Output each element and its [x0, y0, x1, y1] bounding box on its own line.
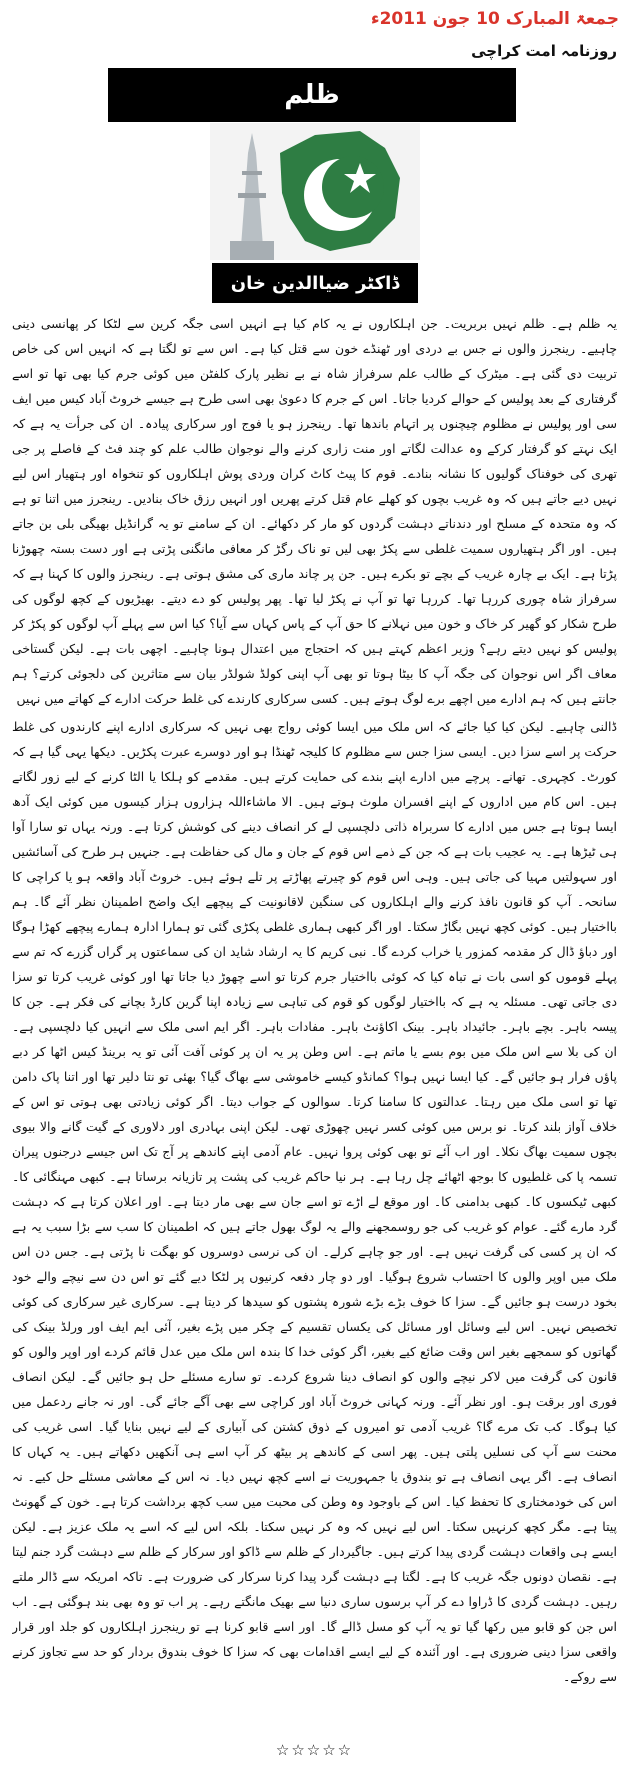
article-paragraph-2: ڈالنی چاہیے۔ لیکن کیا کیا جائے کہ اس ملک میں ایسا کوئی رواج بھی نہیں کہ سرکاری ادارے اپنے کارندوں کی غلط حرکت پر اسے سزا دیں۔ ایسی سزا جس سے مظلوم کا کلیجہ ٹھنڈا ہو اور دوسرے عبرت پکڑیں۔ دیکھا یہی گیا ہے کہ کورٹ۔ کچہری۔ تھانے۔ پرچے میں ادارے اپنے بندے کی حمایت کرتے ہیں۔ مقدمے کو ہلکا یا الٹا کرنے کے لیے زور لگاتے ہیں۔ اس کام میں اداروں کے اپنے افسران ملوث ہوتے ہیں۔ الا ماشاءاللہ ہزاروں ہزار کیسوں میں کوئی ایک آدھ ایسا ہوتا ہے جس میں ادارے کا سربراہ ذاتی دلچسپی لے کر انصاف دینے کی کوشش کرتا ہے۔ ورنہ یہاں تو سارا آوا ہی ٹیڑھا ہے۔ یہ عجیب بات ہے کہ جن کے ذمے اس قوم کے جان و مال کی حفاظت ہے۔ جنہیں ہر طرح کی آسائشیں اور سہولتیں مہیا کی جاتی ہیں۔ وہی اس قوم کو چیرتے پھاڑتے پر تلے ہوئے ہیں۔ خروٹ آباد واقعہ ہو یا کراچی کا سانحہ۔ آپ کو قانون نافذ کرنے والے اہلکاروں کی سنگین لاقانونیت کے پیچھے ایک واضح اطمینان نظر آئے گا۔ ہم بااختیار ہیں۔ کوئی کچھ نہیں بگاڑ سکتا۔ اور اگر کبھی ہماری غلطی پکڑی گئی تو ہمارا ادارہ ہمارے پیچھے کھڑا ہوگا اور دباؤ ڈال کر مقدمہ کمزور یا خراب کردے گا۔ نبی کریم کا یہ ارشاد شاید ان کی سماعتوں پر گراں گزرے کہ تم سے پہلے قوموں کو اسی بات نے تباہ کیا کہ کوئی بااختیار جرم کرتا تو اسے چھوڑ دیا جاتا تھا اور کوئی غریب کرتا تو سزا دی جاتی تھی۔ مسئلہ یہ ہے کہ بااختیار لوگوں کو قوم کی تباہی سے زیادہ اپنا گرین کارڈ بچانے کی فکر ہے۔ جن کا پیسہ باہر۔ بچے باہر۔ جائیداد باہر۔ بینک اکاؤنٹ باہر۔ مفادات باہر۔ اگر ایم اسی ملک سے انہیں کیا دلچسپی ہے۔ ان کی بلا سے اس ملک میں بوم بسے یا ماتم ہے۔ اس وطن پر یہ ان پر کوئی آفت آئی تو یہ برینڈ کیس اٹھا کر دبے پاؤں فرار ہو جائیں گے۔ کیا ایسا نہیں ہوا؟ کمانڈو کیسے خاموشی سے بھاگ گیا؟ بھئی تو نتا دلیر تھا اور اتنا پاک دامن تھا تو اسی ملک میں رہتا۔ عدالتوں کا سامنا کرتا۔ سوالوں کے جواب دیتا۔ اگر کوئی زیادتی بھی ہوتی تو اس کے خلاف آواز بلند کرتا۔ نو برس میں کوئی کسر نہیں چھوڑی تھی۔ لیکن اپنی بہادری اور دلاوری کے گیت گانے والا بیوی بچوں سمیت بھاگ نکلا۔ اور اب آئے تو بھی کوئی پروا نہیں۔ عام آدمی اپنے کاندھے پر آج تک اس جیسے درجنوں پیران تسمہ پا کی غلطیوں کا بوجھ اٹھائے چل رہا ہے۔ ہر نیا حاکم غریب کی پشت پر تازیانہ برساتا ہے۔ کبھی مہنگائی کا۔ کبھی ٹیکسوں کا۔ کبھی بدامنی کا۔ اور موقع لے اڑے تو اسے جان سے بھی مار دیتا ہے۔ اور اعلان کرتا ہے کہ دہشت گرد مارے گئے۔ عوام کو غریب کی جو روسمجھنے والے یہ لوگ بھول جاتے ہیں کہ اطمینان کا سب سے بڑا سبب یہ ہے کہ ان پر کسی کی گرفت نہیں ہے۔ اور جو چاہے کرلے۔ ان کی نرسی دوسروں کو بھگت نا پڑتی ہے۔ جس دن اس ملک میں اوپر والوں کا احتساب شروع ہوگیا۔ اور دو چار دفعہ کرنیوں پر لٹکا دیے گئے تو اس دن سے نیچے والے خود بخود درست ہو جائیں گے۔ سزا کا خوف بڑے بڑے شورہ پشتوں کو سیدھا کر دیتا ہے۔ سرکاری غیر سرکاری کی کوئی تخصیص نہیں۔ اس لیے وسائل اور مسائل کی یکساں تقسیم کے چکر میں پڑے بغیر، آئی ایم ایف اور ورلڈ بینک کی گھاتوں کو سمجھے بغیر اس وقت ضائع کیے بغیر، اگر کوئی خدا کا بندہ اس ملک میں عدل قائم کردے اور اوپر والوں کو قانون کی گرفت میں لاکر نیچے والوں کو انصاف دینا شروع کردے۔ تو سارے مسئلے حل ہو جائیں گے۔ لیکن انصاف فوری اور برقت ہو۔ اور نظر آئے۔ ورنہ کہانی خروٹ آباد اور کراچی سے بھی آگے جائے گی۔ اور نہ جانے ردعمل میں کیا ہوگا۔ کب تک مرے گا؟ غریب آدمی تو امیروں کے ذوق کشتن کی آبیاری کے لیے نہیں بنایا گیا۔ اسی غریب کی محنت سے آپ کی نسلیں پلتی ہیں۔ پھر اسی کے کاندھے پر بیٹھ کر آپ اسے ہی آنکھیں دکھاتے ہیں۔ یہ کہاں کا انصاف ہے۔ اگر یہی انصاف ہے تو بندوق یا جمہوریت نے اسے کچھ نہیں دیا۔ نہ اس کے معاشی مسئلے حل کیے۔ نہ اس کی خودمختاری کا تحفظ کیا۔ اس کے باوجود وہ وطن کی محبت میں سب کچھ برداشت کرتا ہے۔ خون کے گھونٹ پیتا ہے۔ مگر کچھ کرنہیں سکتا۔ اس لیے نہیں کہ وہ کر نہیں سکتا۔ بلکہ اس لیے کہ اسے یہ ملک عزیز ہے۔ لیکن ایسے ہی واقعات دہشت گردی پیدا کرتے ہیں۔ جاگیردار کے ظلم سے ڈاکو اور سرکار کے ظلم سے دہشت گرد جنم لیتا ہے۔ نقصان دونوں جگہ غریب کا ہے۔ لگتا ہے دہشت گرد پیدا کرنا سرکار کی ضرورت ہے۔ تاکہ امریکہ سے ڈالر ملتے رہیں۔ دہشت گردی کا ڈراوا دے کر آپ برسوں ساری دنیا سے بھیک مانگتے رہے۔ پر اب تو وہ بھی بند ہوگئی ہے۔ اب اس جن کو قابو میں رکھا گیا تو یہ آپ کو مسل ڈالے گا۔ اور اسے قابو کرنا ہے تو رینجرز اہلکاروں کو جلد اور قرار واقعی سزا دینی ضروری ہے۔ اور آئندہ کے لیے ایسے اقدامات بھی کہ سزا کا خوف بندوق بردار کو حد سے تجاوز کرنے سے روکے۔ — [12, 719, 617, 1684]
author-name: ڈاکٹر ضیاالدین خان — [212, 263, 418, 303]
publication-date: جمعۃ المبارک 10 جون 2011ء — [370, 9, 619, 29]
article-body — [12, 311, 617, 1721]
pakistan-flag-monument-image — [210, 123, 420, 260]
newspaper-source: روزنامہ امت کراچی — [471, 42, 617, 60]
end-of-article-stars: ☆☆☆☆☆ — [275, 1741, 354, 1759]
article-paragraph-1: یہ ظلم ہے۔ ظلم نہیں بربریت۔ جن اہلکاروں نے یہ کام کیا ہے انہیں اسی جگہ کرین سے لٹکا کر پھانسی دینی چاہیے۔ رینجرز والوں نے جس بے دردی اور ٹھنڈے خون سے قتل کیا ہے۔ اس سے تو لگتا ہے کہ انہیں اس کی خاص تربیت دی گئی ہے۔ میٹرک کے طالب علم سرفراز شاہ نے بے نظیر پارک کلفٹن میں کوئی جرم کیا بھی تھا تو اسے گرفتاری کے بعد پولیس کے حوالے کردیا جاتا۔ اس کے جرم کا دعویٰ بھی اسی طرح ہے جیسے خروٹ آباد کیس میں ایف سی اور پولیس نے مظلوم چیچنوں پر اتہام باندھا تھا۔ رینجرز ہو یا فوج اور سرکاری پیادہ۔ ان کی جرأت یہ ہے کہ ایک نہتے کو گرفتار کرکے وہ عدالت لگاتے اور منت زاری کرنے والے نوجوان طالب علم کو چند فٹ کے فاصلے پر جی تھری کی خوفناک گولیوں کا نشانہ بنادے۔ قوم کا پیٹ کاٹ کران وردی پوش اہلکاروں کو تنخواہ اور ہتھیار اس لیے نہیں دیے جاتے ہیں کہ وہ غریب بچوں کو کھلے عام قتل کرتے پھریں اور انہیں رزق خاک بنادیں۔ رینجرز میں اتنا تو ہے کہ وہ متحدہ کے مسلح اور دندناتے دہشت گردوں کو مار کر دکھائے۔ ان کے سامنے تو یہ گرانڈیل بھیگی بلی بن جاتے ہیں۔ اور اگر ہتھیاروں سمیت غلطی سے پکڑ بھی لیں تو ناک رگڑ کر معافی مانگنی پڑتی ہے اور دست بستہ چھوڑنا پڑتا ہے۔ ایک بے چارہ غریب کے بچے تو بکرے ہیں۔ جن پر چاند ماری کی مشق ہوتی ہے۔ رینجرز والوں کا کہنا ہے کہ سرفراز شاہ چوری کررہا تھا۔ کررہا تھا تو آپ نے پکڑ لیا تھا۔ پھر پولیس کو دے دیتے۔ بھیڑیوں کے کچھ لوگوں کی طرح شکار کو گھیر کر خاک و خون میں نہلانے کا حق آپ کے پاس کہاں سے آیا؟ کیا اس سے پہلے آپ لوگوں کو پکڑ کر پولیس کو نہیں دیتے رہے؟ وزیر اعظم کہتے ہیں کہ احتجاج میں اعتدال ہونا چاہیے۔ اچھی بات ہے۔ لیکن گستاخی معاف اگر اس نوجوان کی جگہ آپ کا بیٹا ہوتا تو بھی آپ اپنی کولڈ شولڈر بیان سے متاثرین کی دلجوئی کرتے؟ ہم جانتے ہیں کہ ہم ادارے میں اچھے برے لوگ ہوتے ہیں۔ کسی سرکاری کارندے کی غلط حرکت ادارے کے کھاتے میں نہیں — [12, 316, 617, 706]
article-title: ظلم — [108, 68, 516, 122]
